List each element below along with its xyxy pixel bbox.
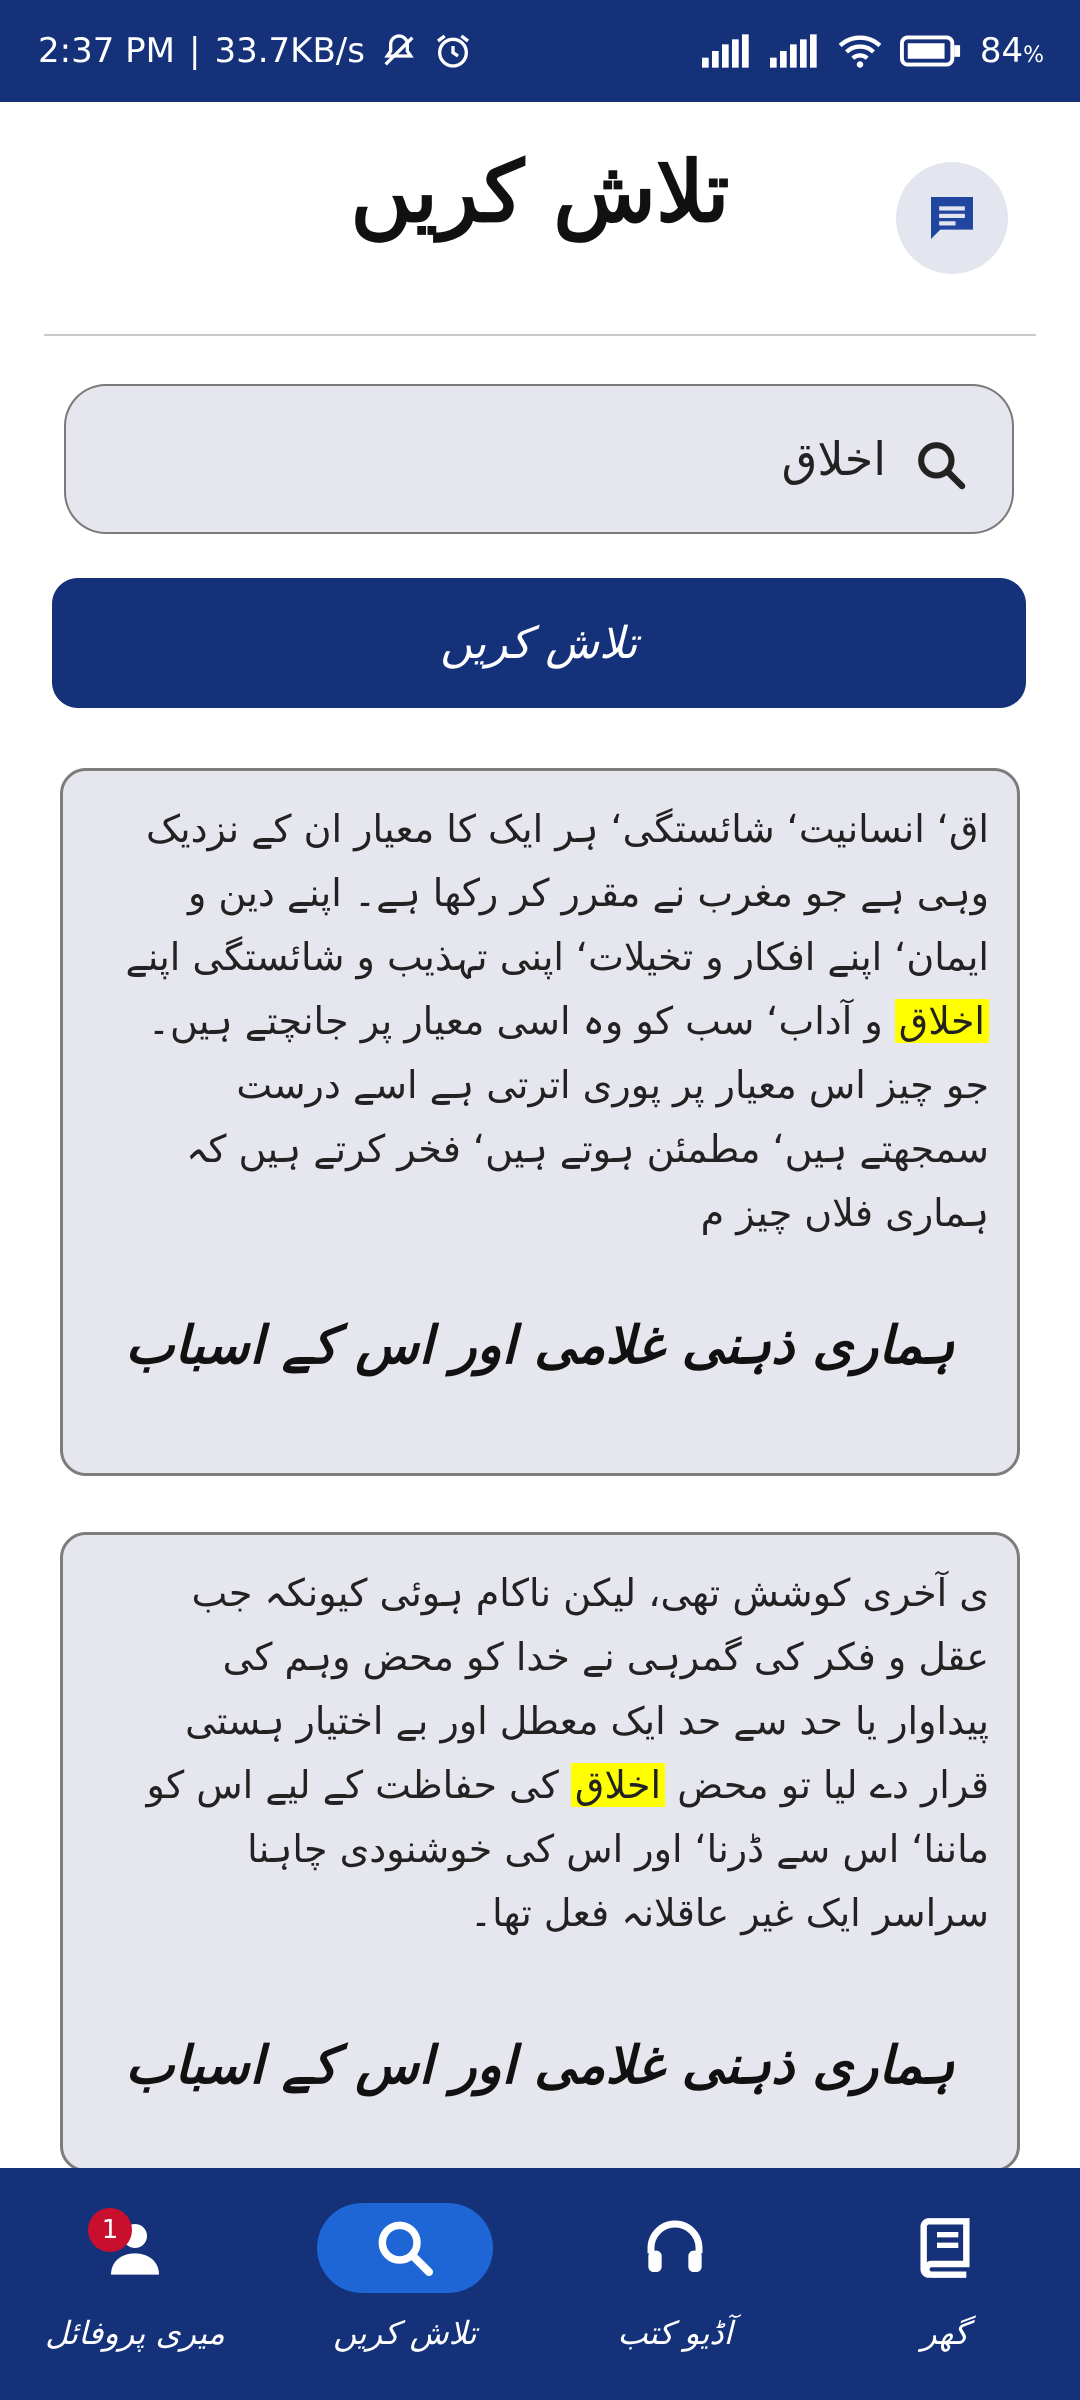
status-time: 2:37 PM [38, 31, 175, 71]
wifi-icon [838, 33, 882, 69]
notification-badge: 1 [88, 2208, 132, 2252]
app-header [0, 102, 1080, 336]
status-bar [0, 0, 1080, 102]
chat-button[interactable] [896, 162, 1008, 274]
mute-icon [379, 31, 419, 71]
result-book-title: ہماری ذہنی غلامی اور اس کے اسباب [125, 2035, 955, 2096]
signal-icon [702, 34, 752, 68]
battery-icon [900, 35, 962, 67]
nav-label: میری پروفائل [45, 2314, 225, 2352]
page-title: تلاش کریں [350, 142, 730, 241]
status-net-speed: 33.7KB/s [214, 31, 365, 71]
search-input[interactable] [106, 386, 896, 532]
bottom-navigation [0, 2168, 1080, 2400]
user-icon [0, 2198, 270, 2298]
result-book-title: ہماری ذہنی غلامی اور اس کے اسباب [125, 1315, 955, 1376]
search-box[interactable] [64, 384, 1014, 534]
result-card[interactable] [60, 768, 1020, 1476]
headphones-icon [540, 2198, 810, 2298]
nav-item-home[interactable] [810, 2168, 1080, 2400]
nav-label: آڈیو کتب [617, 2314, 733, 2352]
status-separator: | [189, 31, 201, 71]
highlighted-term: اخلاق [571, 1763, 665, 1807]
search-button[interactable]: تلاش کریں [52, 578, 1026, 708]
nav-item-profile[interactable] [0, 2168, 270, 2400]
alarm-icon [433, 31, 473, 71]
search-icon[interactable] [906, 430, 976, 500]
nav-item-audiobooks[interactable] [540, 2168, 810, 2400]
result-excerpt: ی آخری کوشش تھی، لیکن ناکام ہوئی کیونکہ جب عقل و فکر کی گمرہی نے خدا کو محض وہم کی پیداوار یا حد سے حد ایک معطل اور بے اختیار ہستی قرار دے لیا تو محض اخلاق کی حفاظت کے لیے اس کو ماننا‘ اس سے ڈرنا‘ اور اس کی خوشنودی چاہنا سراسر ایک غیر عاقلانہ فعل تھا۔ [146, 1571, 989, 1935]
header-divider [44, 334, 1036, 336]
result-card[interactable] [60, 1532, 1020, 2172]
nav-label: تلاش کریں [333, 2314, 477, 2352]
nav-label: گھر [921, 2314, 969, 2352]
chat-icon [924, 190, 980, 246]
active-pill [270, 2198, 540, 2298]
result-excerpt: اق‘ انسانیت‘ شائستگی‘ ہر ایک کا معیار ان کے نزدیک وہی ہے جو مغرب نے مقرر کر رکھا ہے۔ اپنے دین و ایمان‘ اپنے افکار و تخیلات‘ اپنی تہذیب و شائستگی اپنے اخلاق و آداب‘ سب کو وہ اسی معیار پر جانچتے ہیں۔ جو چیز اس معیار پر پوری اترتی ہے اسے درست سمجھتے ہیں‘ مطمئن ہوتے ہیں‘ فخر کرتے ہیں کہ ہماری فلاں چیز م [125, 807, 989, 1235]
signal-icon-2 [770, 34, 820, 68]
search-icon [317, 2203, 493, 2293]
battery-percent: 84% [979, 31, 1044, 71]
book-icon [810, 2198, 1080, 2298]
nav-item-search[interactable] [270, 2168, 540, 2400]
highlighted-term: اخلاق [895, 999, 989, 1043]
